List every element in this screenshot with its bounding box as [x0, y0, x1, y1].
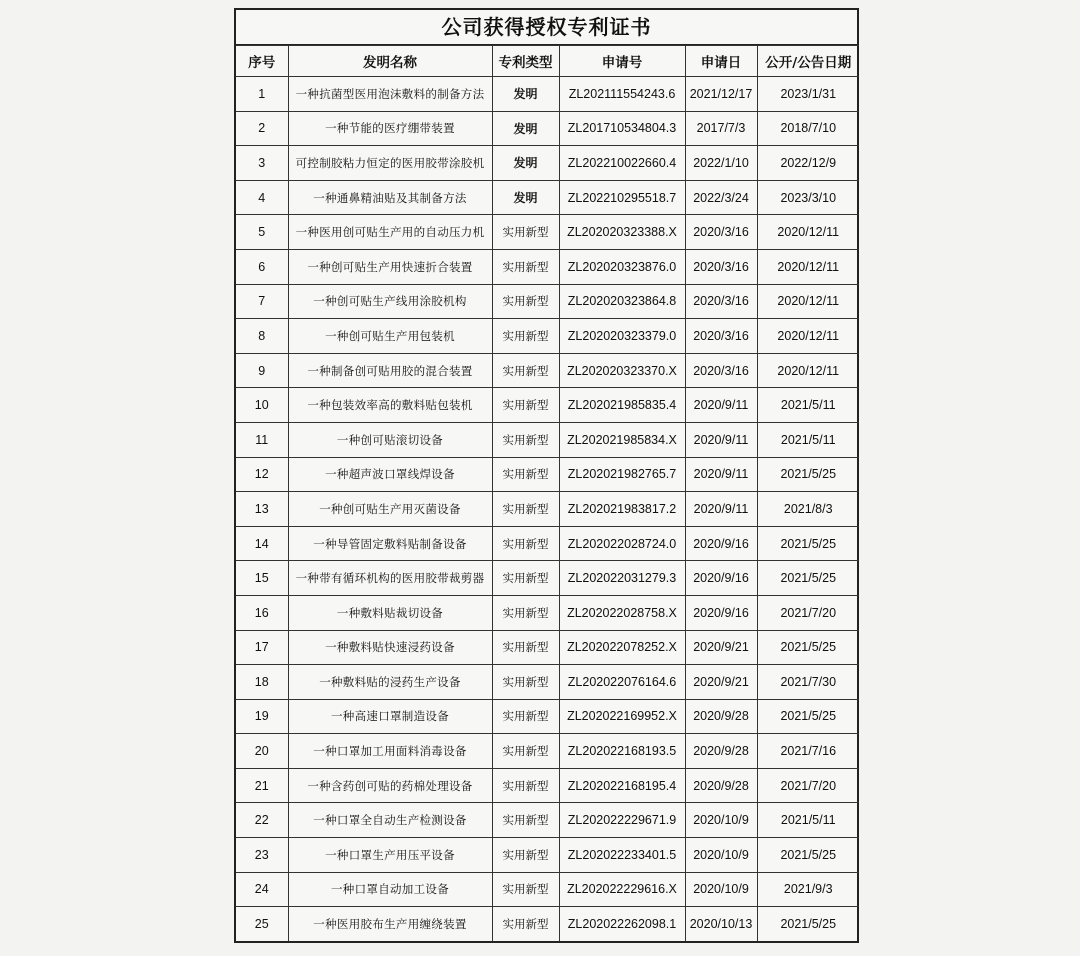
cell-type: 实用新型 [492, 803, 559, 838]
cell-app-date: 2020/10/9 [685, 803, 757, 838]
table-row [236, 180, 859, 215]
table-row [236, 249, 859, 284]
cell-app-no: ZL202022078252.X [559, 630, 685, 665]
cell-name: 一种创可贴生产用包装机 [288, 319, 492, 354]
cell-app-date: 2020/10/13 [685, 907, 757, 941]
cell-app-date: 2020/3/16 [685, 319, 757, 354]
cell-name: 一种敷料贴快速浸药设备 [288, 630, 492, 665]
cell-pub-date: 2021/5/11 [757, 388, 859, 423]
table-row [236, 768, 859, 803]
cell-type: 实用新型 [492, 215, 559, 250]
cell-pub-date: 2021/5/25 [757, 561, 859, 596]
cell-no: 4 [236, 180, 288, 215]
cell-pub-date: 2021/5/25 [757, 457, 859, 492]
cell-type: 发明 [492, 180, 559, 215]
cell-no: 8 [236, 319, 288, 354]
cell-no: 14 [236, 526, 288, 561]
cell-type: 实用新型 [492, 457, 559, 492]
cell-pub-date: 2021/5/25 [757, 907, 859, 941]
cell-app-date: 2020/3/16 [685, 353, 757, 388]
cell-app-no: ZL202210295518.7 [559, 180, 685, 215]
cell-no: 25 [236, 907, 288, 941]
cell-no: 7 [236, 284, 288, 319]
cell-type: 实用新型 [492, 699, 559, 734]
cell-app-date: 2020/9/16 [685, 595, 757, 630]
cell-app-no: ZL202022168195.4 [559, 768, 685, 803]
cell-app-date: 2020/9/16 [685, 561, 757, 596]
cell-type: 发明 [492, 77, 559, 112]
cell-app-no: ZL202022229616.X [559, 872, 685, 907]
cell-app-date: 2020/3/16 [685, 215, 757, 250]
cell-app-date: 2020/3/16 [685, 284, 757, 319]
cell-type: 实用新型 [492, 422, 559, 457]
cell-name: 可控制胶粘力恒定的医用胶带涂胶机 [288, 146, 492, 181]
cell-app-no: ZL202022028758.X [559, 595, 685, 630]
cell-app-no: ZL202022169952.X [559, 699, 685, 734]
cell-app-no: ZL202022262098.1 [559, 907, 685, 941]
cell-name: 一种敷料贴裁切设备 [288, 595, 492, 630]
column-header-name: 发明名称 [288, 46, 492, 77]
cell-type: 实用新型 [492, 561, 559, 596]
cell-name: 一种医用胶布生产用缠绕装置 [288, 907, 492, 941]
cell-app-date: 2017/7/3 [685, 111, 757, 146]
cell-app-date: 2020/9/21 [685, 630, 757, 665]
cell-app-no: ZL202022168193.5 [559, 734, 685, 769]
cell-pub-date: 2021/7/16 [757, 734, 859, 769]
cell-app-date: 2021/12/17 [685, 77, 757, 112]
cell-app-date: 2020/3/16 [685, 249, 757, 284]
cell-no: 19 [236, 699, 288, 734]
cell-name: 一种口罩加工用面料消毒设备 [288, 734, 492, 769]
cell-type: 实用新型 [492, 907, 559, 941]
cell-pub-date: 2021/8/3 [757, 492, 859, 527]
cell-app-date: 2020/9/28 [685, 699, 757, 734]
table-row [236, 595, 859, 630]
cell-name: 一种创可贴生产线用涂胶机构 [288, 284, 492, 319]
cell-app-no: ZL202020323370.X [559, 353, 685, 388]
cell-app-date: 2020/9/11 [685, 388, 757, 423]
cell-app-no: ZL202021985834.X [559, 422, 685, 457]
table-row [236, 630, 859, 665]
cell-pub-date: 2021/5/11 [757, 422, 859, 457]
cell-no: 17 [236, 630, 288, 665]
cell-app-no: ZL202021982765.7 [559, 457, 685, 492]
patent-table [236, 45, 859, 941]
column-header-no: 序号 [236, 46, 288, 77]
cell-app-no: ZL202021983817.2 [559, 492, 685, 527]
cell-app-date: 2020/10/9 [685, 838, 757, 873]
table-row [236, 526, 859, 561]
cell-name: 一种通鼻精油贴及其制备方法 [288, 180, 492, 215]
table-row [236, 492, 859, 527]
table-row [236, 907, 859, 941]
cell-app-no: ZL202022028724.0 [559, 526, 685, 561]
cell-no: 15 [236, 561, 288, 596]
cell-type: 实用新型 [492, 872, 559, 907]
cell-name: 一种口罩生产用压平设备 [288, 838, 492, 873]
cell-app-date: 2020/9/11 [685, 492, 757, 527]
table-row [236, 111, 859, 146]
cell-app-date: 2020/9/11 [685, 457, 757, 492]
cell-pub-date: 2021/7/20 [757, 595, 859, 630]
cell-name: 一种抗菌型医用泡沫敷料的制备方法 [288, 77, 492, 112]
header-row [236, 46, 859, 77]
cell-pub-date: 2021/5/25 [757, 838, 859, 873]
column-header-app-no: 申请号 [559, 46, 685, 77]
cell-app-date: 2020/9/16 [685, 526, 757, 561]
cell-no: 24 [236, 872, 288, 907]
cell-name: 一种导管固定敷料贴制备设备 [288, 526, 492, 561]
cell-app-no: ZL202022031279.3 [559, 561, 685, 596]
cell-app-no: ZL202022076164.6 [559, 665, 685, 700]
cell-pub-date: 2020/12/11 [757, 249, 859, 284]
cell-type: 实用新型 [492, 353, 559, 388]
cell-app-date: 2022/3/24 [685, 180, 757, 215]
cell-app-no: ZL202210022660.4 [559, 146, 685, 181]
cell-name: 一种带有循环机构的医用胶带裁剪器 [288, 561, 492, 596]
table-row [236, 215, 859, 250]
cell-app-no: ZL202022233401.5 [559, 838, 685, 873]
table-row [236, 872, 859, 907]
cell-no: 18 [236, 665, 288, 700]
cell-app-date: 2020/9/28 [685, 768, 757, 803]
cell-app-no: ZL201710534804.3 [559, 111, 685, 146]
cell-no: 23 [236, 838, 288, 873]
cell-app-date: 2022/1/10 [685, 146, 757, 181]
cell-name: 一种包装效率高的敷料贴包装机 [288, 388, 492, 423]
cell-pub-date: 2021/5/25 [757, 526, 859, 561]
document-title: 公司获得授权专利证书 [236, 10, 857, 45]
cell-app-no: ZL202020323876.0 [559, 249, 685, 284]
cell-name: 一种口罩全自动生产检测设备 [288, 803, 492, 838]
cell-no: 12 [236, 457, 288, 492]
cell-type: 实用新型 [492, 630, 559, 665]
cell-name: 一种创可贴滚切设备 [288, 422, 492, 457]
cell-no: 3 [236, 146, 288, 181]
column-header-app-date: 申请日 [685, 46, 757, 77]
cell-type: 实用新型 [492, 249, 559, 284]
cell-type: 实用新型 [492, 768, 559, 803]
cell-type: 实用新型 [492, 492, 559, 527]
cell-type: 实用新型 [492, 388, 559, 423]
table-row [236, 803, 859, 838]
cell-app-no: ZL202020323379.0 [559, 319, 685, 354]
cell-pub-date: 2021/7/30 [757, 665, 859, 700]
cell-name: 一种高速口罩制造设备 [288, 699, 492, 734]
cell-pub-date: 2020/12/11 [757, 215, 859, 250]
cell-name: 一种创可贴生产用灭菌设备 [288, 492, 492, 527]
cell-no: 6 [236, 249, 288, 284]
table-row [236, 699, 859, 734]
cell-pub-date: 2020/12/11 [757, 353, 859, 388]
column-header-pub-date: 公开/公告日期 [757, 46, 859, 77]
patent-certificate-table [234, 8, 859, 943]
cell-name: 一种节能的医疗绷带装置 [288, 111, 492, 146]
cell-app-date: 2020/9/28 [685, 734, 757, 769]
cell-name: 一种含药创可贴的药棉处理设备 [288, 768, 492, 803]
cell-name: 一种医用创可贴生产用的自动压力机 [288, 215, 492, 250]
cell-no: 20 [236, 734, 288, 769]
cell-no: 9 [236, 353, 288, 388]
cell-no: 13 [236, 492, 288, 527]
cell-no: 21 [236, 768, 288, 803]
table-row [236, 838, 859, 873]
cell-app-no: ZL202020323864.8 [559, 284, 685, 319]
cell-no: 2 [236, 111, 288, 146]
cell-no: 22 [236, 803, 288, 838]
table-row [236, 665, 859, 700]
cell-type: 实用新型 [492, 665, 559, 700]
cell-pub-date: 2023/1/31 [757, 77, 859, 112]
cell-name: 一种敷料贴的浸药生产设备 [288, 665, 492, 700]
cell-no: 10 [236, 388, 288, 423]
table-row [236, 77, 859, 112]
cell-type: 发明 [492, 111, 559, 146]
cell-name: 一种制备创可贴用胶的混合装置 [288, 353, 492, 388]
cell-name: 一种创可贴生产用快速折合装置 [288, 249, 492, 284]
cell-type: 实用新型 [492, 284, 559, 319]
cell-app-no: ZL202020323388.X [559, 215, 685, 250]
cell-pub-date: 2021/7/20 [757, 768, 859, 803]
cell-pub-date: 2020/12/11 [757, 319, 859, 354]
table-row [236, 353, 859, 388]
cell-name: 一种口罩自动加工设备 [288, 872, 492, 907]
cell-app-no: ZL202111554243.6 [559, 77, 685, 112]
cell-pub-date: 2021/5/25 [757, 630, 859, 665]
cell-type: 实用新型 [492, 526, 559, 561]
cell-pub-date: 2022/12/9 [757, 146, 859, 181]
table-row [236, 388, 859, 423]
table-row [236, 284, 859, 319]
cell-pub-date: 2021/9/3 [757, 872, 859, 907]
table-row [236, 561, 859, 596]
cell-type: 实用新型 [492, 595, 559, 630]
table-row [236, 319, 859, 354]
cell-app-no: ZL202022229671.9 [559, 803, 685, 838]
column-header-type: 专利类型 [492, 46, 559, 77]
table-row [236, 422, 859, 457]
cell-app-date: 2020/9/21 [685, 665, 757, 700]
cell-pub-date: 2021/5/11 [757, 803, 859, 838]
cell-type: 实用新型 [492, 838, 559, 873]
cell-type: 发明 [492, 146, 559, 181]
cell-app-date: 2020/9/11 [685, 422, 757, 457]
cell-no: 5 [236, 215, 288, 250]
cell-no: 16 [236, 595, 288, 630]
cell-app-date: 2020/10/9 [685, 872, 757, 907]
cell-app-no: ZL202021985835.4 [559, 388, 685, 423]
table-row [236, 457, 859, 492]
table-row [236, 146, 859, 181]
cell-pub-date: 2018/7/10 [757, 111, 859, 146]
cell-pub-date: 2023/3/10 [757, 180, 859, 215]
cell-type: 实用新型 [492, 734, 559, 769]
cell-name: 一种超声波口罩线焊设备 [288, 457, 492, 492]
cell-no: 11 [236, 422, 288, 457]
cell-pub-date: 2020/12/11 [757, 284, 859, 319]
cell-type: 实用新型 [492, 319, 559, 354]
table-row [236, 734, 859, 769]
cell-pub-date: 2021/5/25 [757, 699, 859, 734]
cell-no: 1 [236, 77, 288, 112]
